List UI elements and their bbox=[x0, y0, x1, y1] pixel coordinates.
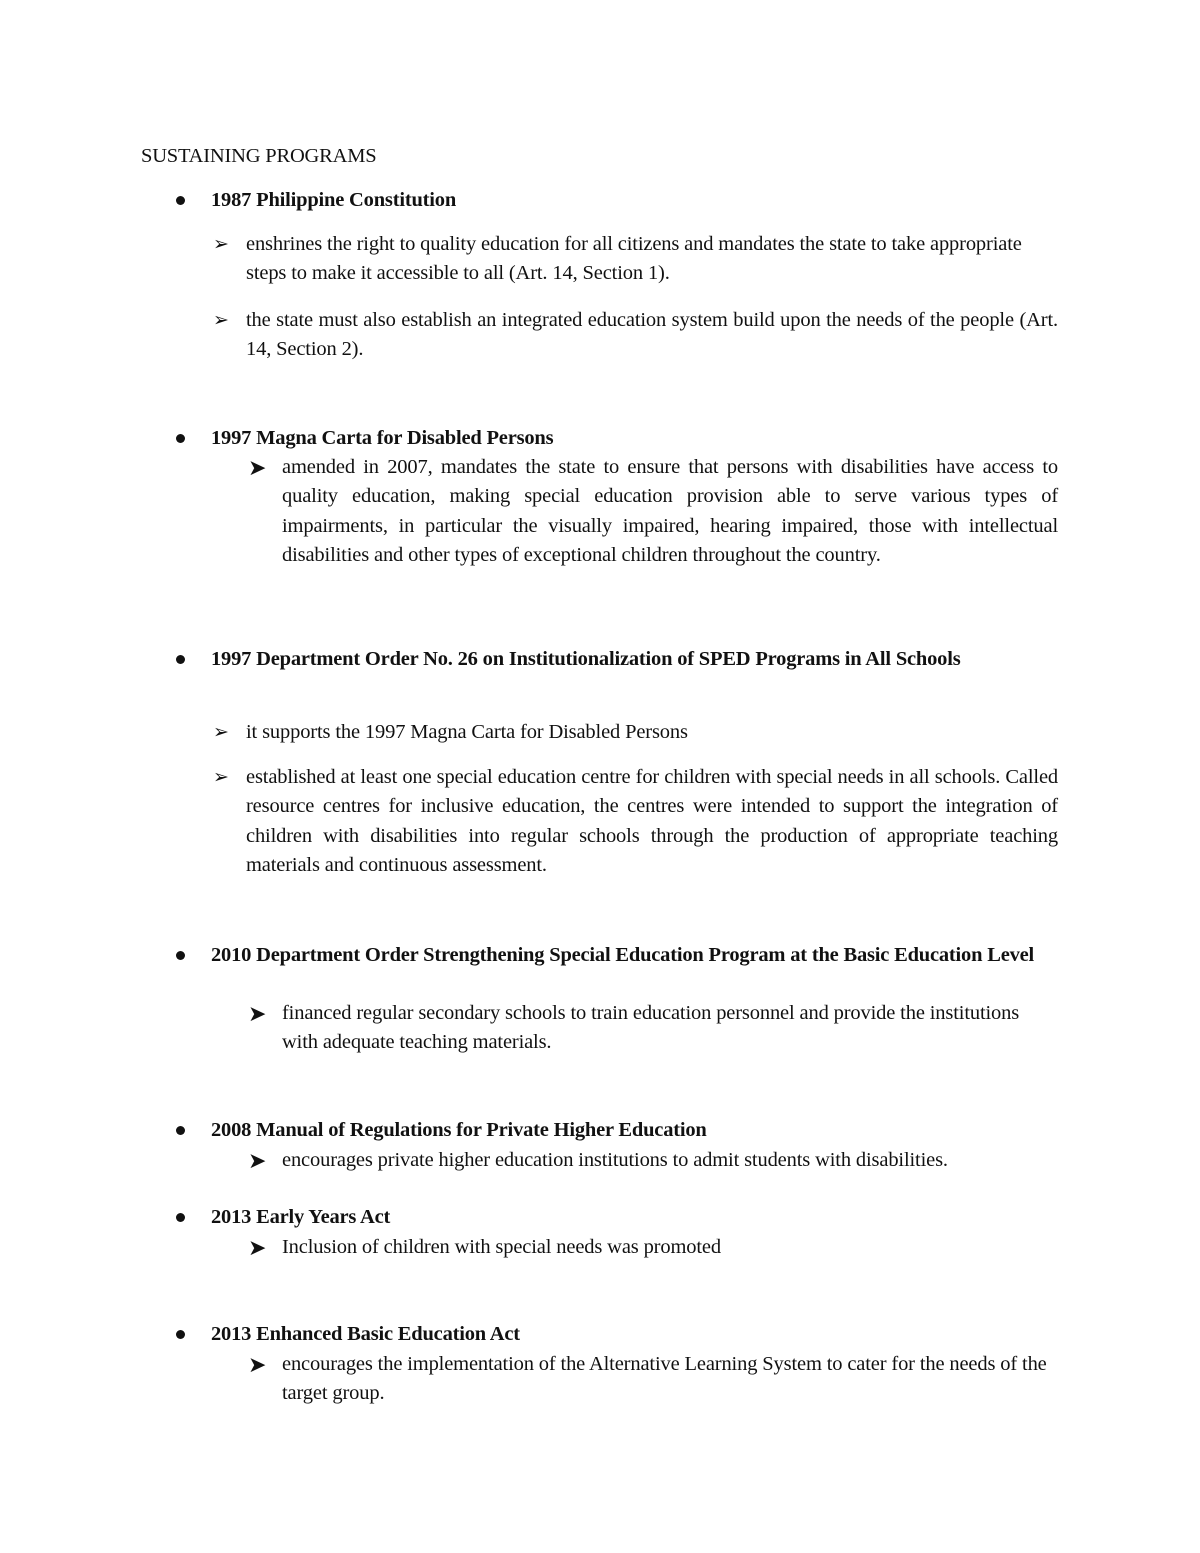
bullet-icon bbox=[176, 196, 185, 205]
arrow-bullet-icon: ➤ bbox=[248, 1148, 267, 1173]
program-heading: 1997 Department Order No. 26 on Institutionalization of SPED Programs in All Schools bbox=[211, 648, 961, 670]
arrow-bullet-icon: ➢ bbox=[213, 722, 229, 743]
program-point: financed regular secondary schools to train education personnel and provide the institutions with adequate teaching materials. bbox=[282, 1002, 1020, 1054]
program-heading: 2013 Early Years Act bbox=[211, 1206, 391, 1228]
program-heading: 1997 Magna Carta for Disabled Persons bbox=[211, 427, 554, 449]
bullet-icon bbox=[176, 1126, 185, 1135]
program-point: encourages the implementation of the Alternative Learning System to cater for the needs of the target group. bbox=[282, 1353, 1047, 1405]
program-point: encourages private higher education institutions to admit students with disabilities. bbox=[282, 1149, 948, 1171]
program-point: established at least one special education centre for children with special needs in all schools. Called resource centres for inclusive education, the centres were intended to support the integration of children with disabilities into regular schools through the production of appropriate teaching materials and continuous assessment. bbox=[246, 766, 1058, 876]
arrow-bullet-icon: ➢ bbox=[213, 310, 229, 331]
program-point: enshrines the right to quality education for all citizens and mandates the state to take appropriate steps to make it accessible to all (Art. 14, Section 1). bbox=[246, 233, 1022, 285]
program-heading: 1987 Philippine Constitution bbox=[211, 189, 457, 211]
bullet-icon bbox=[176, 434, 185, 443]
bullet-icon bbox=[176, 1213, 185, 1222]
program-heading: 2013 Enhanced Basic Education Act bbox=[211, 1323, 520, 1345]
arrow-bullet-icon: ➤ bbox=[248, 455, 267, 480]
arrow-bullet-icon: ➤ bbox=[248, 1235, 267, 1260]
program-heading: 2008 Manual of Regulations for Private Higher Education bbox=[211, 1119, 707, 1141]
program-point: it supports the 1997 Magna Carta for Disabled Persons bbox=[246, 721, 688, 743]
program-point: the state must also establish an integrated education system build upon the needs of the people (Art. 14, Section 2). bbox=[246, 309, 1058, 361]
arrow-bullet-icon: ➤ bbox=[248, 1001, 267, 1026]
page-title: SUSTAINING PROGRAMS bbox=[141, 145, 377, 167]
program-heading: 2010 Department Order Strengthening Special Education Program at the Basic Education Level bbox=[211, 944, 1035, 966]
arrow-bullet-icon: ➢ bbox=[213, 767, 229, 788]
bullet-icon bbox=[176, 951, 185, 960]
bullet-icon bbox=[176, 655, 185, 664]
arrow-bullet-icon: ➤ bbox=[248, 1352, 267, 1377]
bullet-icon bbox=[176, 1330, 185, 1339]
arrow-bullet-icon: ➢ bbox=[213, 234, 229, 255]
program-point: Inclusion of children with special needs was promoted bbox=[282, 1236, 721, 1258]
program-point: amended in 2007, mandates the state to ensure that persons with disabilities have access to quality education, making special education provision able to serve various types of impairments, in particular the visually impaired, hearing impaired, those with intellectual disabilities and other types of exceptional children throughout the country. bbox=[282, 456, 1058, 566]
